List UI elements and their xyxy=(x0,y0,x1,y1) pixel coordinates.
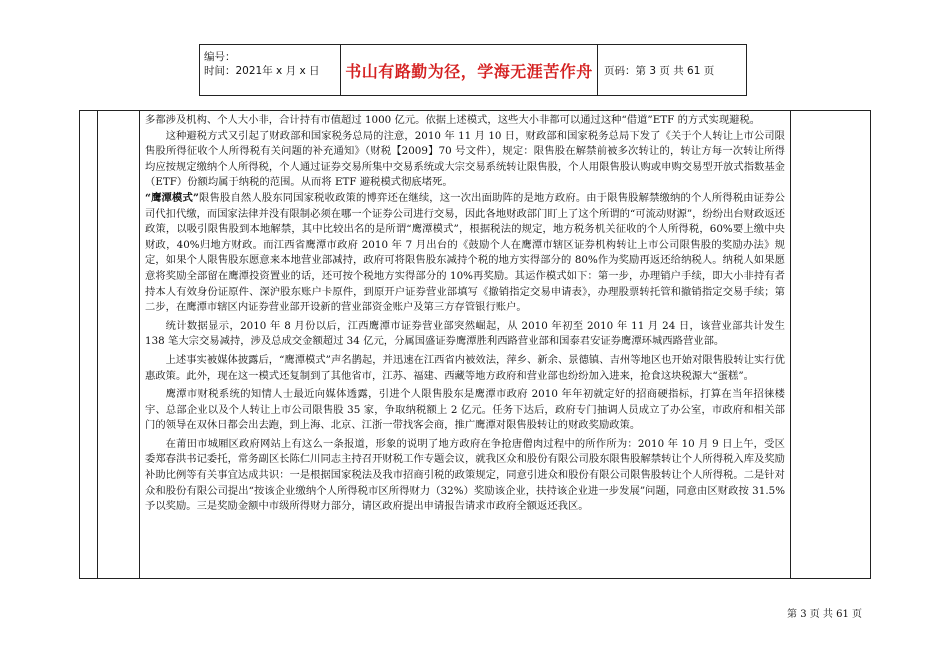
paragraph: 统计数据显示，2010 年 8 月份以后，江西鹰潭市证券营业部突然崛起，从 2010 年初至 2010 年 11 月 24 日，该营业部共计发生 138 笔大宗交易减持，涉及总成交金额超过 34 亿元，分属国盛证券鹰潭胜利西路营业部和国泰君安证券鹰潭环城西路营业部。 xyxy=(145,319,785,348)
table-divider xyxy=(139,111,140,578)
paragraph: 在莆田市城厢区政府网站上有这么一条报道，形象的说明了地方政府在争抢唐僧肉过程中的所作所为：2010 年 10 月 9 日上午，受区委郑春洪书记委托，常务副区长陈仁川同志主持召开财税工作专题会议，就我区众和股份有限公司股东限售股解禁转让个人所得税入库及奖励补助比例等有关事宜达成共识：一是根据国家税法及我市招商引税的政策规定，同意引进众和股份有限公司限售股转让个人所得税。二是针对众和股份有限公司提出“按该企业缴纳个人所得税市区所得财力（32%）奖励该企业，扶持该企业进一步发展”问题，同意由区财政按 31.5%予以奖励。三是奖励金额中市级所得财力部分，请区政府提出申请报告请求市政府全额返还我区。 xyxy=(145,437,785,513)
header-meta xyxy=(200,45,341,95)
document-body xyxy=(145,113,785,515)
section-heading: “鹰潭模式” xyxy=(145,191,199,204)
date-label: 时间：2021年 x 月 x 日 xyxy=(204,65,320,77)
header-motto: 书山有路勤为径，学海无涯苦作舟 xyxy=(341,45,598,95)
paragraph: 这种避税方式又引起了财政部和国家税务总局的注意，2010 年 11 月 10 日，财政部和国家税务总局下发了《关于个人转让上市公司限售股所得征收个人所得税有关问题的补充通知》（财税【2009】70 号文件），规定：限售股在解禁前被多次转让的，转让方每一次转让所得均应按规定缴纳个人所得税，个人通过证券交易所集中交易系统或大宗交易系统转让限售股，个人用限售股认购或申购交易型开放式指数基金（ETF）份额均属于纳税的范围。从而将 ETF 避税模式彻底堵死。 xyxy=(145,129,785,189)
code-label: 编号： xyxy=(204,51,236,63)
paragraph-text: 限售股自然人股东同国家税收政策的博弈还在继续，这一次出面助阵的是地方政府。由于限售股解禁缴纳的个人所得税由证券公司代扣代缴，而国家法律并没有限制必须在哪一个证券公司进行交易，因此各地财政部门盯上了这个所谓的“可流动财源”，纷纷出台财政返还政策，以吸引限售股到本地解禁，其中比较出名的是所谓“鹰潭模式”，根据税法的规定，地方税务机关征收的个人所得税，60%要上缴中央财政，40%归地方财政。而江西省鹰潭市政府 2010 年 7 月出台的《鼓励个人在鹰潭市辖区证券机构转让上市公司限售股的奖励办法》规定，如果个人限售股东愿意来本地营业部减持，政府可将限售股东减持个税的地方实得部分的 80%作为奖励再返还给纳税人。纳税人如果愿意将奖励全部留在鹰潭投资置业的话，还可按个税地方实得部分的 10%再奖励。其运作模式如下：第一步，办理销户手续，即大小非持有者持本人有效身份证原件、深沪股东账户卡原件，到原开户证券营业部填写《撤销指定交易申请表》，办理股票转托管和撤销指定交易手续；第二步，在鹰潭市辖区内证券营业部开设新的营业部资金账户及第三方存管银行账户。 xyxy=(145,191,785,314)
table-divider xyxy=(97,111,98,578)
page-number: 第 3 页 共 61 页 xyxy=(787,609,862,620)
page-header xyxy=(199,44,747,96)
header-page-label: 页码：第 3 页 共 61 页 xyxy=(604,64,715,77)
paragraph: 多都涉及机构、个人大小非，合计持有市值超过 1000 亿元。依据上述模式，这些大小非都可以通过这种“借道”ETF 的方式实现避税。 xyxy=(145,114,761,126)
table-divider xyxy=(790,111,791,578)
paragraph: 鹰潭市财税系统的知情人士最近向媒体透露，引进个人限售股东是鹰潭市政府 2010 年年初就定好的招商硬指标，打算在当年招徕楼宇、总部企业以及个人转让上市公司限售股 35 家，争取纳税额上 2 亿元。任务下达后，政府专门抽调人员成立了办公室，市政府和相关部门的领导在双休日都会出去跑，到上海、北京、江浙一带找客会商，推广鹰潭对限售股转让的财政奖励政策。 xyxy=(145,388,785,432)
paragraph: 上述事实被媒体披露后，“鹰潭模式”声名鹊起，并迅速在江西省内被效法，萍乡、新余、景德镇、吉州等地区也开始对限售股转让实行优惠政策。此外，现在这一模式还复制到了其他省市，江苏、福建、西藏等地方政府和营业部也纷纷加入进来，抢食这块税源大“蛋糕”。 xyxy=(145,353,785,382)
paragraph xyxy=(145,191,785,316)
